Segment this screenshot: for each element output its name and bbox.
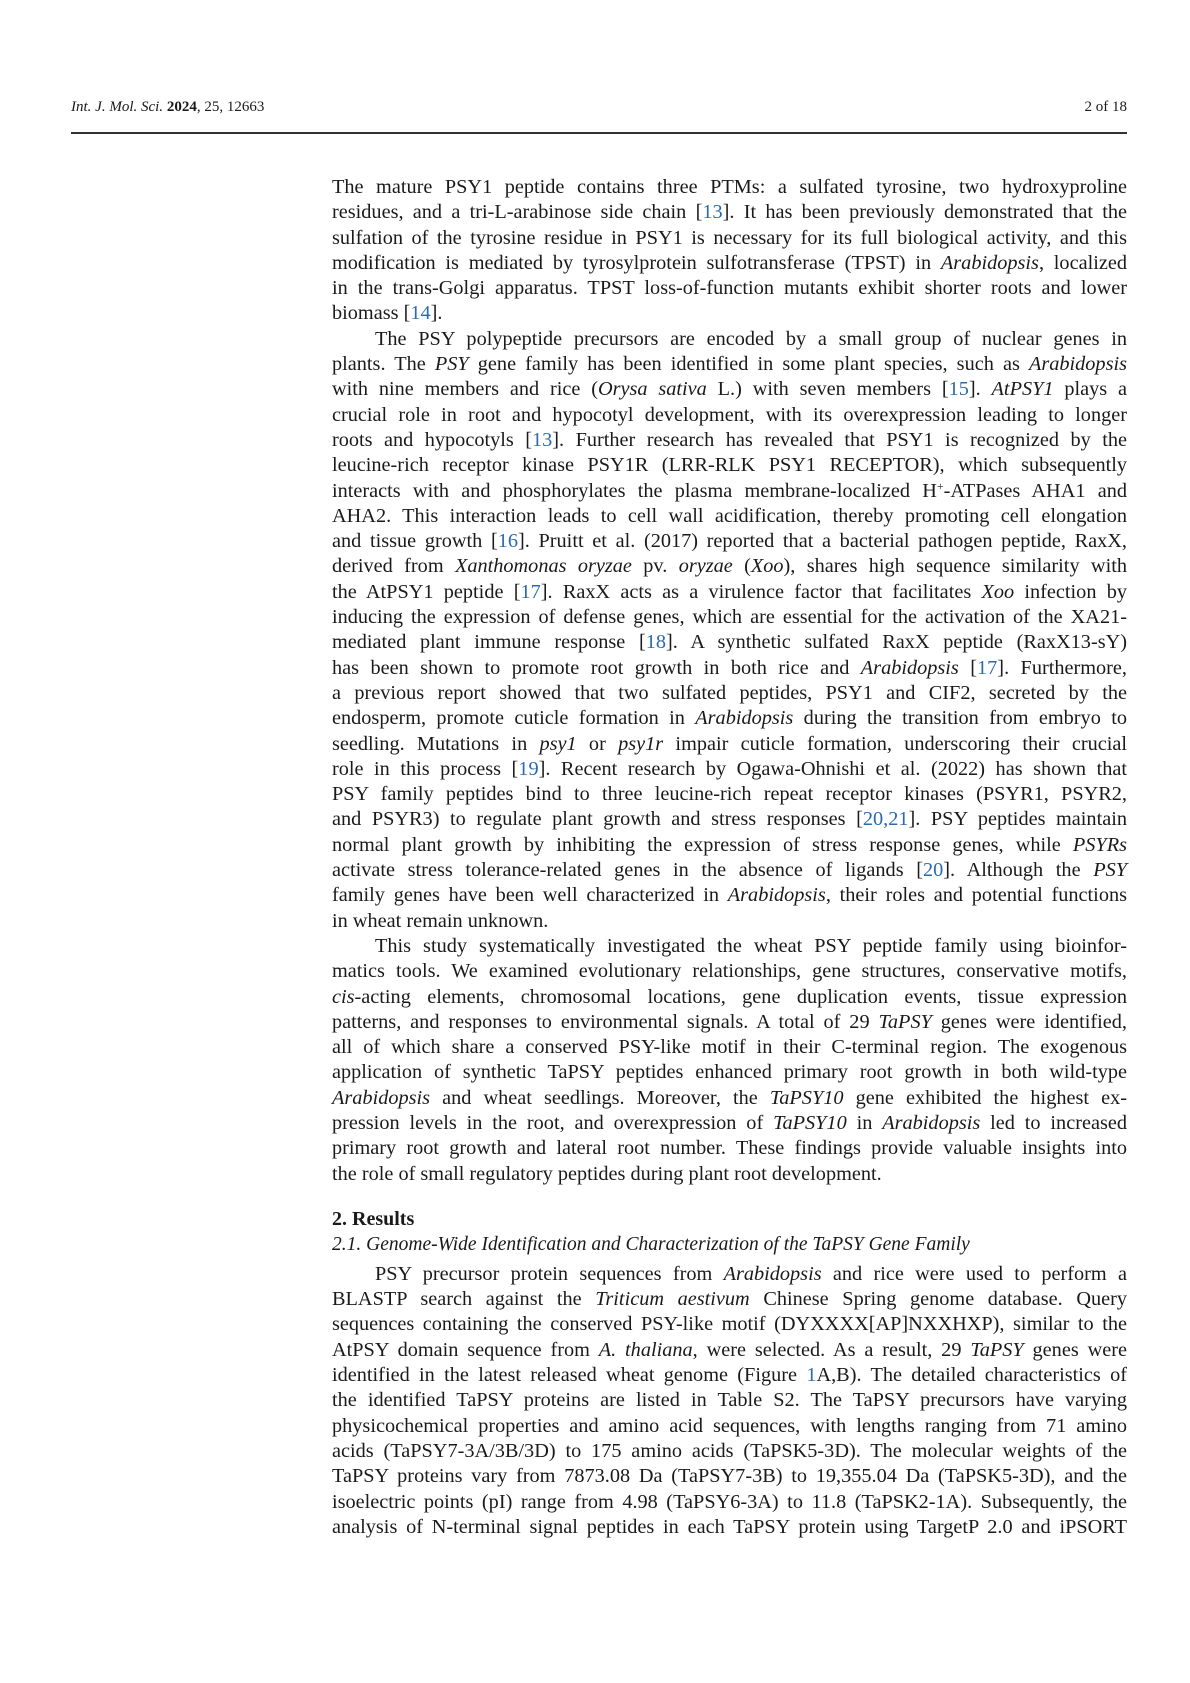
- text-line: [332, 301, 1127, 326]
- text-line: [332, 200, 1127, 225]
- text-run: The mature PSY1 peptide contains three PTMs: a sulfated tyrosine, two hydroxyproline: [332, 176, 1127, 198]
- text-line: [332, 656, 1127, 681]
- text-run: The PSY polypeptide precursors are encoded by a small group of nuclear genes in: [375, 327, 1127, 350]
- italic-text: Triticum aestivum: [595, 1288, 750, 1311]
- text-run: -ATPases AHA1 and: [943, 479, 1127, 502]
- text-run: PSY family peptides bind to three leucine-rich repeat receptor kinases (PSYR1, PSYR2,: [332, 783, 1127, 806]
- running-header-citation: [71, 99, 264, 116]
- text-run: and rice were used to perform a: [821, 1262, 1127, 1285]
- text-run: . Pruitt et al. (2017) reported that a bacterial pathogen peptide, RaxX,: [524, 530, 1127, 553]
- text-run: physicochemical properties and amino acid sequences, with lengths ranging from 71 amino: [332, 1414, 1127, 1437]
- text-line: [332, 909, 1127, 934]
- text-run: Chinese Spring genome database. Query: [749, 1288, 1127, 1311]
- text-run: A,B). The detailed characteristics of: [816, 1364, 1127, 1387]
- text-line: [332, 757, 1127, 782]
- text-run: . Although the: [950, 859, 1094, 882]
- text-run: (: [732, 555, 751, 578]
- text-run: analysis of N-terminal signal peptides in each TaPSY protein using TargetP 2.0 and iPSORT: [332, 1515, 1127, 1538]
- text-run: sulfation of the tyrosine residue in PSY1 is necessary for its full biological activity, and this: [332, 226, 1127, 249]
- introduction-paragraphs: [332, 175, 1127, 1187]
- text-run: family genes have been well characterized in: [332, 884, 728, 907]
- text-run: , localized: [1038, 251, 1127, 274]
- text-run: roots and hypocotyls: [332, 428, 526, 451]
- italic-text: PSYRs: [1072, 833, 1127, 856]
- text-run: in: [846, 1111, 883, 1134]
- italic-text: Arabidopsis: [940, 251, 1039, 274]
- text-run: BLASTP search against the: [332, 1288, 596, 1311]
- italic-text: TaPSY10: [769, 1086, 844, 1109]
- text-line: [332, 605, 1127, 630]
- text-line: [332, 1439, 1127, 1464]
- text-line: [332, 1464, 1127, 1489]
- italic-text: TaPSY10: [773, 1111, 847, 1134]
- citation-link[interactable]: 17: [977, 656, 998, 679]
- text-run: [959, 657, 970, 679]
- italic-text: cis: [332, 985, 355, 1008]
- citation-link[interactable]: 15: [948, 378, 969, 401]
- italic-text: oryzae: [678, 555, 733, 578]
- text-line: [332, 858, 1127, 883]
- text-line: [332, 428, 1127, 453]
- text-line: [332, 1035, 1127, 1060]
- citation-link[interactable]: 20,21: [862, 808, 909, 831]
- italic-text: Arabidopsis: [860, 656, 959, 679]
- text-line: [332, 175, 1127, 200]
- text-run: mediated plant immune response: [332, 631, 639, 654]
- italic-text: TaPSY: [878, 1010, 932, 1033]
- italic-text: AtPSY1: [991, 378, 1054, 401]
- italic-text: Arabidopsis: [727, 884, 826, 907]
- italic-text: Arabidopsis: [695, 707, 794, 730]
- text-line: [332, 251, 1127, 276]
- figure-link[interactable]: 1: [806, 1364, 817, 1387]
- text-run: plays a: [1053, 378, 1128, 401]
- results-paragraphs: [332, 1262, 1127, 1540]
- text-line: [332, 782, 1127, 807]
- text-run: matics tools. We examined evolutionary relationships, gene structures, conservative motifs,: [332, 960, 1127, 983]
- text-run: AHA2. This interaction leads to cell wall acidification, thereby promoting cell elongation: [332, 504, 1127, 527]
- text-line: [332, 504, 1127, 529]
- text-run: led to increased: [980, 1111, 1127, 1134]
- text-run: in wheat remain unknown.: [332, 909, 549, 932]
- text-line: [332, 1111, 1127, 1136]
- italic-text: TaPSY: [970, 1338, 1024, 1361]
- text-run: or: [576, 732, 619, 755]
- text-run: .: [437, 302, 443, 325]
- text-run: the AtPSY1 peptide: [332, 580, 514, 603]
- text-run: patterns, and responses to environmental signals. A total of 29: [332, 1010, 879, 1033]
- superscript: +: [936, 478, 944, 493]
- citation: [491, 530, 525, 552]
- text-line: [332, 1414, 1127, 1439]
- text-run: . Furthermore,: [1004, 656, 1127, 679]
- text-run: crucial role in root and hypocotyl development, with its overexpression leading to longer: [332, 403, 1127, 426]
- text-run: . PSY peptides maintain: [915, 808, 1127, 831]
- text-line: [332, 529, 1127, 554]
- text-line: [332, 681, 1127, 706]
- text-line: [332, 959, 1127, 984]
- main-text: [332, 175, 1127, 1540]
- text-line: [332, 403, 1127, 428]
- text-run: genes were identified,: [931, 1010, 1127, 1033]
- citation-link[interactable]: 18: [645, 631, 666, 654]
- text-run: and tissue growth: [332, 530, 491, 553]
- text-run: pv.: [631, 555, 679, 578]
- text-run: .: [975, 378, 992, 401]
- text-run: plants. The: [332, 353, 435, 376]
- text-run: in the trans-Golgi apparatus. TPST loss-of-function mutants exhibit shorter roots and lower: [332, 277, 1127, 300]
- italic-text: PSY: [434, 353, 469, 376]
- citation-link[interactable]: 13: [532, 428, 553, 451]
- citation-link[interactable]: 16: [497, 530, 518, 553]
- text-line: [332, 554, 1127, 579]
- text-line: [332, 479, 1127, 504]
- paragraph: [332, 327, 1127, 934]
- text-line: [332, 883, 1127, 908]
- text-line: [332, 327, 1127, 352]
- citation-link[interactable]: 19: [518, 757, 539, 780]
- italic-text: Xoo: [750, 555, 784, 578]
- text-run: genes were: [1023, 1338, 1127, 1361]
- text-line: [332, 833, 1127, 858]
- header-rule: [71, 132, 1127, 134]
- italic-text: A. thaliana: [598, 1338, 693, 1361]
- text-run: , their roles and potential functions: [825, 884, 1127, 907]
- text-line: [332, 1312, 1127, 1337]
- text-run: modification is mediated by tyrosylprotein sulfotransferase (TPST) in: [332, 251, 941, 274]
- italic-text: Orysa sativa: [597, 378, 707, 401]
- text-run: interacts with and phosphorylates the plasma membrane-localized H: [332, 479, 937, 502]
- text-run: application of synthetic TaPSY peptides enhanced primary root growth in both wild-type: [332, 1061, 1127, 1084]
- italic-text: PSY: [1093, 859, 1127, 882]
- text-run: isoelectric points (pI) range from 4.98 (TaPSY6-3A) to 11.8 (TaPSK2-1A). Subsequently, the: [332, 1490, 1127, 1513]
- text-line: [332, 1338, 1127, 1363]
- text-run: the role of small regulatory peptides during plant root development.: [332, 1162, 882, 1185]
- citation-link[interactable]: 20: [922, 859, 944, 882]
- text-line: [332, 1162, 1127, 1187]
- text-run: gene exhibited the highest ex-: [843, 1086, 1127, 1109]
- citation-link[interactable]: 14: [410, 302, 431, 325]
- text-run: acids (TaPSY7-3A/3B/3D) to 175 amino acids (TaPSK5-3D). The molecular weights of the: [332, 1439, 1127, 1462]
- text-run: leucine-rich receptor kinase PSY1R (LRR-RLK PSY1 RECEPTOR), which subsequently: [332, 454, 1127, 477]
- italic-text: Arabidopsis: [1028, 353, 1127, 376]
- text-run: and wheat seedlings. Moreover, the: [430, 1086, 770, 1109]
- citation: [942, 378, 976, 400]
- text-run: seedling. Mutations in: [332, 732, 540, 755]
- paragraph: [332, 934, 1127, 1187]
- text-run: the identified TaPSY proteins are listed in Table S2. The TaPSY precursors have varying: [332, 1389, 1127, 1412]
- paragraph: [332, 1262, 1127, 1540]
- citation-link[interactable]: 13: [702, 201, 723, 224]
- citation: [639, 631, 673, 653]
- text-run: identified in the latest released wheat genome (Figure: [332, 1364, 807, 1387]
- text-run: role in this process: [332, 757, 512, 780]
- text-line: [332, 1515, 1127, 1540]
- text-run: infection by: [1014, 580, 1127, 603]
- paragraph: [332, 175, 1127, 327]
- text-line: [332, 1490, 1127, 1515]
- text-run: . It has been previously demonstrated that the: [729, 201, 1127, 224]
- text-line: [332, 226, 1127, 251]
- text-line: [332, 580, 1127, 605]
- text-line: [332, 1136, 1127, 1161]
- text-run: and PSYR3) to regulate plant growth and stress responses: [332, 808, 857, 831]
- text-run: residues, and a tri-L-arabinose side chain: [332, 201, 696, 224]
- text-run: TaPSY proteins vary from 7873.08 Da (TaPSY7-3B) to 19,355.04 Da (TaPSK5-3D), and the: [332, 1465, 1127, 1488]
- text-run: impair cuticle formation, underscoring their crucial: [663, 732, 1127, 755]
- text-run: inducing the expression of defense genes, which are essential for the activation of the XA21-: [332, 606, 1127, 629]
- text-line: [332, 1010, 1127, 1035]
- italic-text: Xanthomonas oryzae: [454, 555, 632, 578]
- italic-text: psy1r: [618, 732, 664, 755]
- text-line: [332, 732, 1127, 757]
- citation: [512, 758, 546, 780]
- text-line: [332, 276, 1127, 301]
- text-line: [332, 1388, 1127, 1413]
- page-number: 2 of 18: [1084, 99, 1127, 115]
- text-run: sequences containing the conserved PSY-like motif (DYXXXX[AP]NXXHXP), similar to the: [332, 1313, 1127, 1336]
- text-run: -acting elements, chromosomal locations, gene duplication events, tissue expression: [354, 985, 1127, 1008]
- text-line: [332, 377, 1127, 402]
- text-line: [332, 706, 1127, 731]
- italic-text: Xoo: [981, 580, 1015, 603]
- volume-article: , 25, 12663: [196, 99, 265, 115]
- subsection-heading: 2.1. Genome-Wide Identification and Characterization of the TaPSY Gene Family: [332, 1233, 970, 1255]
- text-run: a previous report showed that two sulfated peptides, PSY1 and CIF2, secreted by the: [332, 681, 1127, 704]
- text-run: . Further research has revealed that PSY1 is recognized by the: [559, 428, 1127, 451]
- text-run: primary root growth and lateral root number. These findings provide valuable insights into: [332, 1137, 1127, 1160]
- text-run: during the transition from embryo to: [793, 707, 1127, 730]
- citation: [916, 859, 950, 881]
- text-line: [332, 985, 1127, 1010]
- text-line: [332, 630, 1127, 655]
- citation: [856, 808, 915, 830]
- citation: [970, 657, 1004, 679]
- journal-year: 2024: [166, 99, 197, 115]
- citation: [696, 201, 730, 223]
- text-run: This study systematically investigated the wheat PSY peptide family using bioinfor-: [375, 934, 1127, 957]
- text-run: ), shares high sequence similarity with: [783, 555, 1127, 578]
- text-run: L.) with seven members: [706, 378, 942, 401]
- text-run: endosperm, promote cuticle formation in: [332, 707, 696, 730]
- text-line: [332, 1287, 1127, 1312]
- citation: [525, 429, 559, 451]
- text-line: [332, 1363, 1127, 1388]
- text-line: [332, 934, 1127, 959]
- text-run: PSY precursor protein sequences from: [375, 1262, 724, 1285]
- text-run: . RaxX acts as a virulence factor that facilitates: [547, 580, 982, 603]
- italic-text: Arabidopsis: [723, 1262, 822, 1285]
- citation: [514, 581, 548, 603]
- text-line: [332, 1060, 1127, 1085]
- text-run: has been shown to promote root growth in both rice and: [332, 656, 861, 679]
- text-run: derived from: [332, 555, 455, 578]
- section-heading: 2. Results: [332, 1207, 415, 1230]
- text-run: pression levels in the root, and overexpression of: [332, 1111, 774, 1134]
- text-run: with nine members and rice (: [332, 378, 598, 401]
- journal-name: Int. J. Mol. Sci.: [71, 99, 164, 115]
- text-run: . A synthetic sulfated RaxX peptide (RaxX13-sY): [672, 631, 1127, 654]
- text-run: . Recent research by Ogawa-Ohnishi et al. (2022) has shown that: [545, 757, 1128, 780]
- text-run: normal plant growth by inhibiting the expression of stress response genes, while: [332, 833, 1073, 856]
- text-run: biomass: [332, 302, 404, 325]
- text-line: [332, 1262, 1127, 1287]
- text-run: all of which share a conserved PSY-like motif in their C-terminal region. The exogenous: [332, 1036, 1127, 1059]
- text-line: [332, 352, 1127, 377]
- text-line: [332, 807, 1127, 832]
- text-run: AtPSY domain sequence from: [332, 1338, 599, 1361]
- text-run: , were selected. As a result, 29: [692, 1338, 971, 1361]
- citation: [404, 302, 438, 324]
- italic-text: psy1: [539, 732, 577, 755]
- text-run: gene family has been identified in some plant species, such as: [468, 353, 1029, 376]
- italic-text: Arabidopsis: [882, 1111, 981, 1134]
- text-run: activate stress tolerance-related genes in the absence of ligands: [332, 859, 917, 882]
- italic-text: Arabidopsis: [332, 1086, 431, 1109]
- citation-link[interactable]: 17: [520, 580, 541, 603]
- text-line: [332, 1086, 1127, 1111]
- text-line: [332, 453, 1127, 478]
